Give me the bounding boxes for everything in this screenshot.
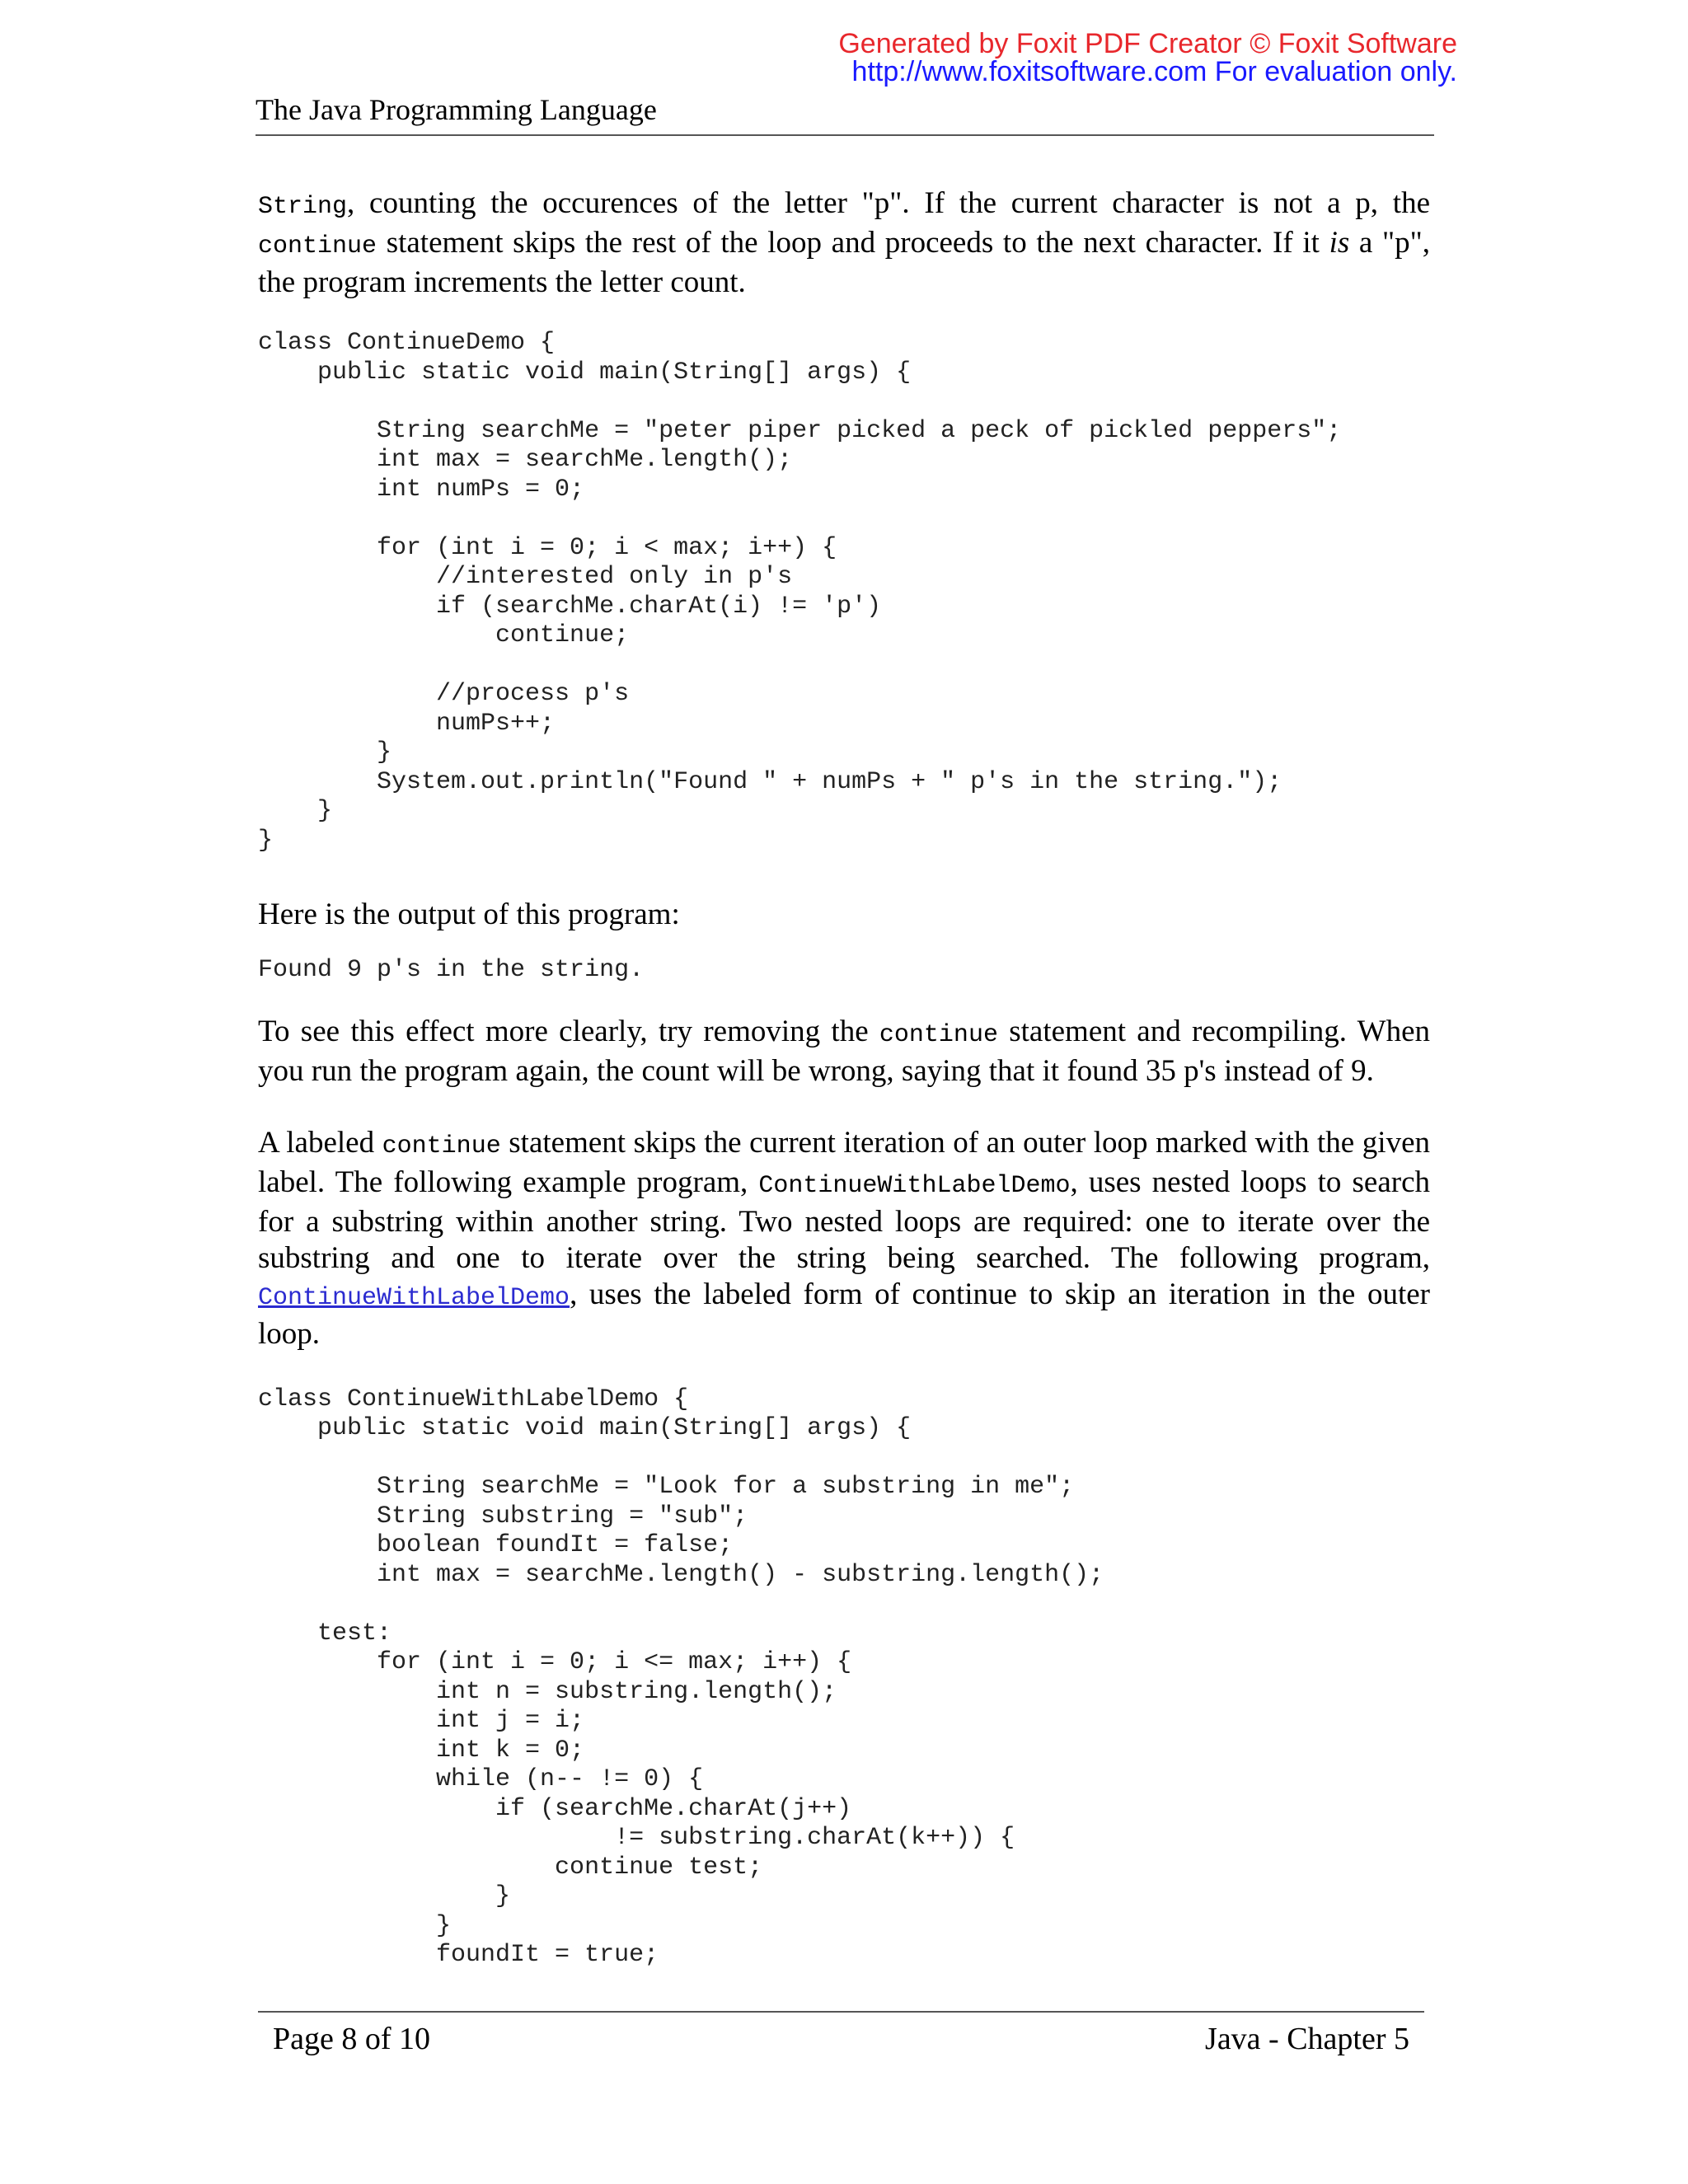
inline-code: continue	[382, 1132, 501, 1160]
paragraph-text: statement skips the rest of the loop and proceeds to the next character. If it	[377, 226, 1329, 260]
paragraph-text: , uses the labeled form of continue to skip an iteration in the outer loop.	[258, 1277, 1430, 1351]
paragraph-string-explanation	[258, 185, 1430, 301]
watermark-line-2[interactable]: http://www.foxitsoftware.com For evaluation only.	[851, 56, 1457, 87]
inline-code: continue	[258, 232, 377, 260]
paragraph-text: a "p", the program increments the letter count.	[258, 226, 1430, 299]
foxit-watermark	[831, 30, 1457, 86]
paragraph-text: , uses nested loops to search for a substring within another string. Two nested loops are required: one to iterate over the substring and one to iterate over the string being searched. The following program,	[258, 1165, 1430, 1275]
header-title: The Java Programming Language	[256, 93, 657, 126]
chapter-label: Java - Chapter 5	[1205, 2022, 1409, 2056]
paragraph-labeled-continue	[258, 1125, 1430, 1352]
paragraph-text: statement and recompiling. When you run the program again, the count will be wrong, saying that it found 35 p's instead of 9.	[258, 1014, 1431, 1088]
page-number: Page 8 of 10	[273, 2022, 431, 2056]
inline-code: continue	[879, 1020, 998, 1049]
paragraph-output-intro: Here is the output of this program:	[258, 898, 680, 931]
inline-code: String	[258, 193, 348, 221]
paragraph-text: , counting the occurences of the letter "p". If the current character is not a p, the	[347, 186, 1430, 220]
program-output: Found 9 p's in the string.	[258, 956, 645, 984]
page-content	[258, 185, 1430, 1971]
page-header	[256, 93, 1434, 136]
inline-code: ContinueWithLabelDemo	[758, 1171, 1071, 1200]
continue-with-label-demo-link[interactable]: ContinueWithLabelDemo	[258, 1283, 570, 1312]
emphasis-text: is	[1329, 226, 1350, 260]
paragraph-text: statement skips the current iteration of an outer loop marked with the given label. The following example program,	[258, 1125, 1430, 1199]
page-footer	[258, 2011, 1424, 2057]
paragraph-remove-continue	[258, 1014, 1430, 1090]
paragraph-text: A labeled	[258, 1125, 382, 1160]
watermark-line-1: Generated by Foxit PDF Creator © Foxit Software	[838, 28, 1457, 59]
code-block-continue-demo: class ContinueDemo { public static void main(String[] args) { String searchMe = "peter piper picked a peck of pickled peppers"; int max = searchMe.length(); int numPs = 0; for (int i = 0; i < max; i++) { //interested only in p's if (searchMe.charAt(i) != 'p') continue; //process p's numPs++; } System.out.println("Found " + numPs + " p's in the string."); } }	[258, 329, 1342, 855]
code-block-continue-with-label-demo: class ContinueWithLabelDemo { public static void main(String[] args) { String searchMe = "Look for a substring in me"; String substring = "sub"; boolean foundIt = false; int max = searchMe.length() - substring.length(); test: for (int i = 0; i <= max; i++) { int n = substring.length(); int j = i; int k = 0; while (n-- != 0) { if (searchMe.charAt(j++) != substring.charAt(k++)) { continue test; } } foundIt = true;	[258, 1385, 1104, 1969]
paragraph-text: To see this effect more clearly, try removing the	[258, 1014, 879, 1048]
